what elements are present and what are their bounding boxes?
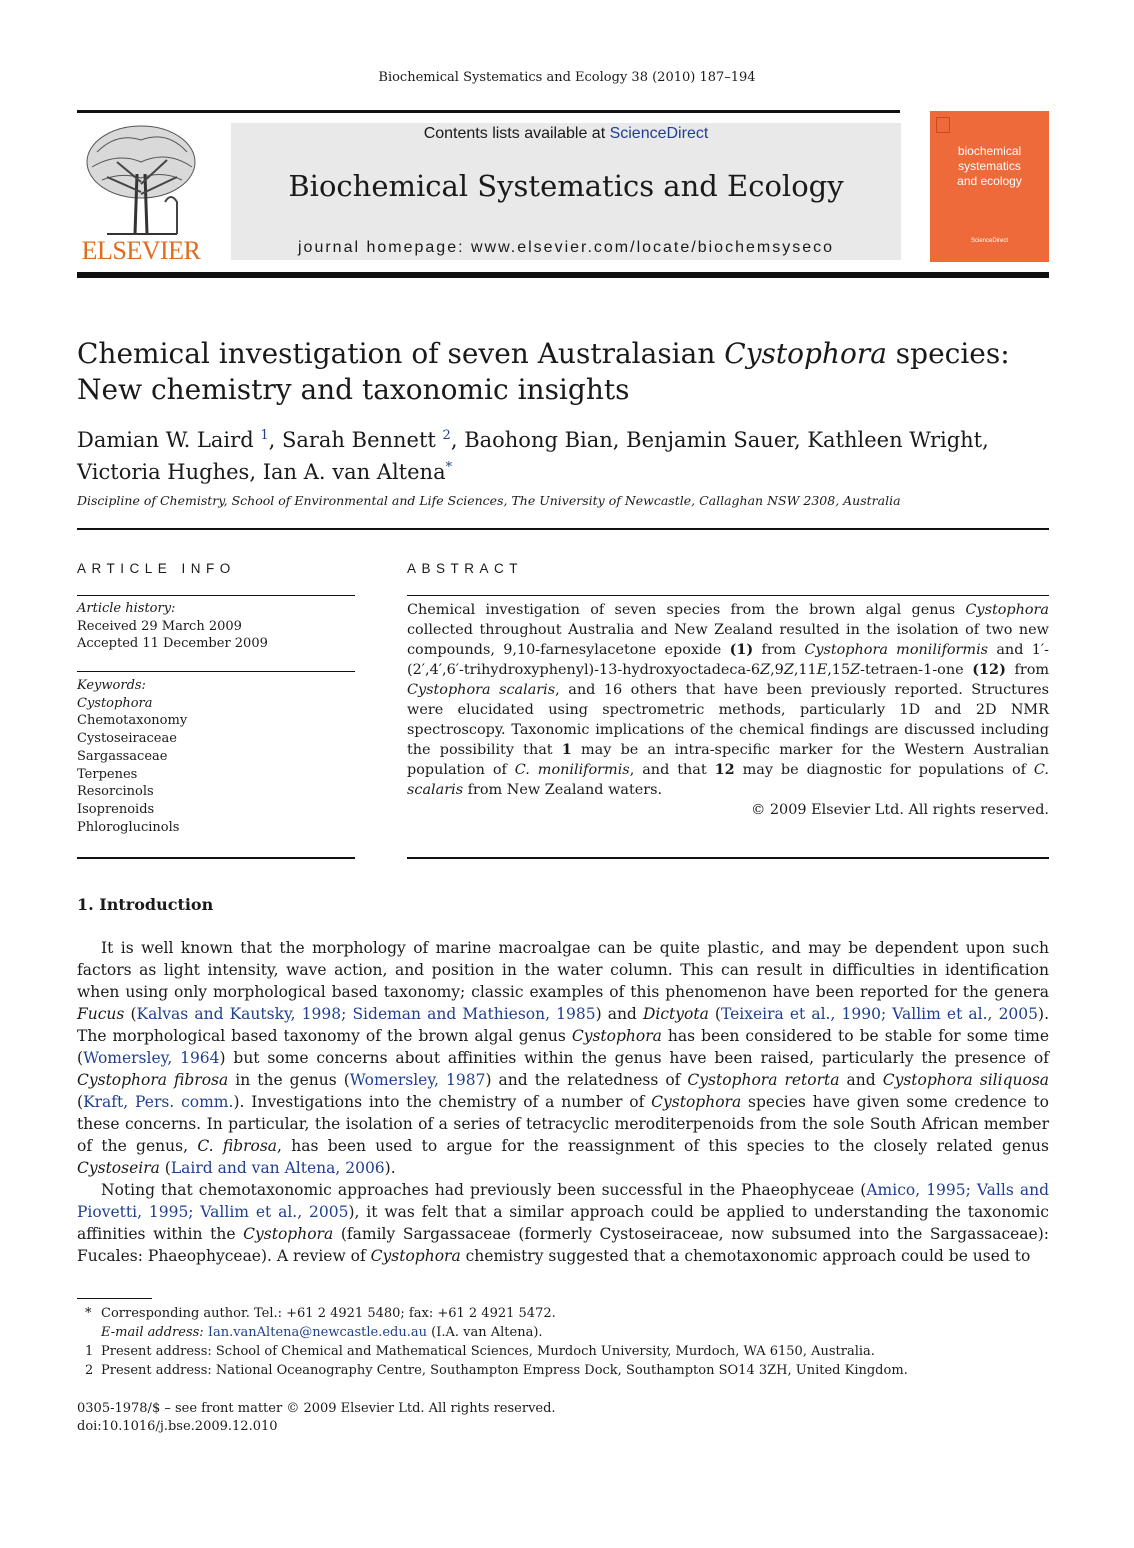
introduction-heading: 1. Introduction xyxy=(77,895,214,914)
corresponding-author-ref[interactable]: * xyxy=(445,460,453,475)
footnote-ref-2[interactable]: 2 xyxy=(442,428,451,443)
front-matter-info xyxy=(77,1400,556,1436)
contents-line: Contents lists available at ScienceDirect xyxy=(423,125,709,142)
citation-link[interactable]: Laird and van Altena, 2006 xyxy=(170,1159,385,1177)
citation-link[interactable]: Womersley, 1987 xyxy=(349,1071,486,1089)
article-info-rule xyxy=(77,595,355,596)
footnote-1: 1 Present address: School of Chemical and Mathematical Sciences, Murdoch University, Murdoch, WA 6150, Australia. xyxy=(85,1344,875,1359)
intro-paragraph-2: Noting that chemotaxonomic approaches had previously been successful in the Phaeophyceae (Amico, 1995; Valls and Piovetti, 1995; Vallim et al., 2005), it was felt that a similar approach could be applied to understanding the taxonomic affinities within the Cystophora (family Sargassaceae (formerly Cystoseiraceae, now subsumed into the Sargassaceae): Fucales: Phaeophyceae). A review of Cystophora chemistry suggested that a chemotaxonomic approach could be used to xyxy=(77,1181,1049,1265)
journal-homepage: journal homepage: www.elsevier.com/locate/biochemsyseco xyxy=(298,239,834,256)
footnote-rule xyxy=(77,1298,152,1299)
abstract-bottom-rule xyxy=(407,857,1049,859)
sciencedirect-link[interactable]: ScienceDirect xyxy=(609,125,709,142)
footnote-ref-1[interactable]: 1 xyxy=(260,428,269,443)
article-title: Chemical investigation of seven Australasian Cystophora species: New chemistry and taxonomic insights xyxy=(77,337,1010,406)
publisher-name: ELSEVIER xyxy=(81,236,201,265)
affiliation: Discipline of Chemistry, School of Environmental and Life Sciences, The University of Newcastle, Callaghan NSW 2308, Australia xyxy=(77,493,901,508)
citation-link[interactable]: Womersley, 1964 xyxy=(83,1049,220,1067)
title-divider xyxy=(77,528,1049,530)
abstract-heading: ABSTRACT xyxy=(407,561,524,576)
citation-link[interactable]: Teixeira et al., 1990; Vallim et al., 2005 xyxy=(720,1005,1039,1023)
journal-cover-thumbnail xyxy=(930,111,1049,262)
journal-title: Biochemical Systematics and Ecology xyxy=(288,169,844,203)
abstract-copyright: © 2009 Elsevier Ltd. All rights reserved. xyxy=(750,802,1049,818)
abstract-rule xyxy=(407,595,1049,596)
author-list: Damian W. Laird $^1$, Sarah Bennett $^2$, Baohong Bian, Benjamin Sauer, Kathleen Wright, Victoria Hughes, Ian A. van Altena* xyxy=(77,428,989,484)
masthead-box xyxy=(231,123,901,260)
masthead-bottom-rule xyxy=(77,272,1049,278)
issn-line: 0305-1978/$ – see front matter © 2009 Elsevier Ltd. All rights reserved. xyxy=(77,1401,556,1416)
cover-logo-icon xyxy=(936,117,950,133)
masthead-top-rule xyxy=(77,110,900,113)
article-history: Article history: Received 29 March 2009 Accepted 11 December 2009 xyxy=(77,601,268,652)
footnote-corresponding: * Corresponding author. Tel.: +61 2 4921 5480; fax: +61 2 4921 5472. xyxy=(85,1306,556,1321)
citation-link[interactable]: Kalvas and Kautsky, 1998; Sideman and Mathieson, 1985 xyxy=(136,1005,596,1023)
cover-title: biochemical systematics and ecology xyxy=(957,144,1022,188)
abstract-text: Chemical investigation of seven species from the brown algal genus Cystophora collected throughout Australia and New Zealand resulted in the isolation of two new compounds, 9,10-farnesylacetone epoxide (1) from Cystophora moniliformis and 1′-(2′,4′,6′-trihydroxyphenyl)-13-hydroxyoctadeca-6Z,9Z,11E,15Z-tetraen-1-one (12) from Cystophora scalaris, and 16 others that have been previously reported. Structures were elucidated using spectrometric methods, particularly 1D and 2D NMR spectroscopy. Taxonomic implications of the chemical findings are discussed including the possibility that 1 may be an intra-specific marker for the Western Australian population of C. moniliformis, and that 12 may be diagnostic for populations of C. scalaris from New Zealand waters. © 2009 Elsevier Ltd. All rights reserved. xyxy=(407,602,1050,818)
introduction-body xyxy=(77,937,1049,1267)
journal-reference: Biochemical Systematics and Ecology 38 (2010) 187–194 xyxy=(378,70,756,85)
doi-line: doi:10.1016/j.bse.2009.12.010 xyxy=(77,1419,278,1434)
footnote-2: 2 Present address: National Oceanography Centre, Southampton Empress Dock, Southampton SO14 3ZH, United Kingdom. xyxy=(85,1363,908,1378)
keywords-list: Keywords: Cystophora Chemotaxonomy Cystoseiraceae Sargassaceae Terpenes Resorcinols Isoprenoids Phloroglucinols xyxy=(77,678,188,835)
keywords-rule xyxy=(77,671,355,672)
article-info-bottom-rule xyxy=(77,857,355,859)
footnotes xyxy=(77,1304,1049,1380)
footnote-email: E-mail address: Ian.vanAltena@newcastle.edu.au (I.A. van Altena). xyxy=(101,1325,543,1340)
citation-link[interactable]: Kraft, Pers. comm. xyxy=(83,1093,234,1111)
article-info-heading: ARTICLE INFO xyxy=(77,561,236,576)
cover-publisher-mark: ScienceDirect xyxy=(970,238,1008,244)
elsevier-tree-logo xyxy=(77,122,205,266)
intro-paragraph-1: It is well known that the morphology of marine macroalgae can be quite plastic, and may be dependent upon such factors as light intensity, wave action, and position in the water column. This can result in difficulties in identification when using only morphological based taxonomy; classic examples of this phenomenon have been reported for the genera Fucus (Kalvas and Kautsky, 1998; Sideman and Mathieson, 1985) and Dictyota (Teixeira et al., 1990; Vallim et al., 2005). The morphological based taxonomy of the brown algal genus Cystophora has been considered to be stable for some time (Womersley, 1964) but some concerns about affinities within the genus have been raised, particularly the presence of Cystophora fibrosa in the genus (Womersley, 1987) and the relatedness of Cystophora retorta and Cystophora siliquosa (Kraft, Pers. comm.). Investigations into the chemistry of a number of Cystophora species have given some credence to these concerns. In particular, the isolation of a series of tetracyclic meroditerpenoids from the sole South African member of the genus, C. fibrosa, has been used to argue for the reassignment of this species to the closely related genus Cystoseira (Laird and van Altena, 2006). xyxy=(77,939,1050,1177)
email-link[interactable]: Ian.vanAltena@newcastle.edu.au xyxy=(207,1325,428,1340)
citation-link[interactable]: Amico, 1995; Valls and Piovetti, 1995; Vallim et al., 2005 xyxy=(77,1181,1049,1221)
tree-icon xyxy=(77,122,205,238)
